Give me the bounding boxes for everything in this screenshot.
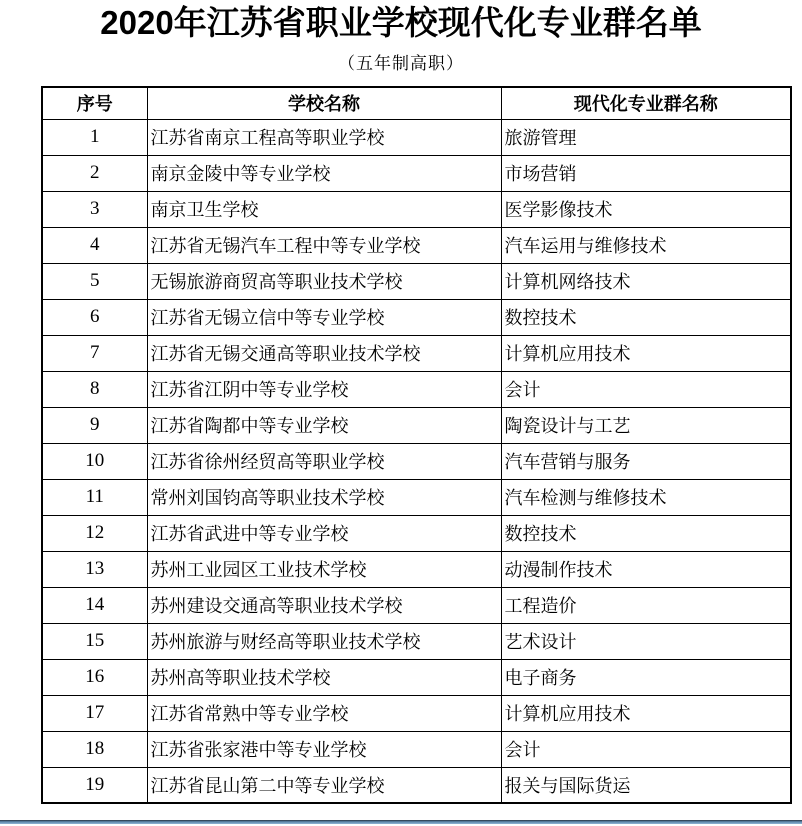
school-name-cell: 江苏省南京工程高等职业学校 [147, 119, 501, 155]
group-name-cell: 会计 [501, 371, 791, 407]
school-name-cell: 江苏省无锡汽车工程中等专业学校 [147, 227, 501, 263]
school-name-cell: 江苏省昆山第二中等专业学校 [147, 767, 501, 803]
table-row [42, 407, 791, 443]
group-name-cell: 市场营销 [501, 155, 791, 191]
table-row [42, 695, 791, 731]
school-name-cell: 苏州旅游与财经高等职业技术学校 [147, 623, 501, 659]
row-index-cell: 11 [42, 479, 147, 515]
row-index-cell: 19 [42, 767, 147, 803]
row-index-cell: 18 [42, 731, 147, 767]
row-index-cell: 16 [42, 659, 147, 695]
group-name-cell: 报关与国际货运 [501, 767, 791, 803]
table-row [42, 335, 791, 371]
group-name-cell: 计算机应用技术 [501, 335, 791, 371]
school-name-cell: 江苏省常熟中等专业学校 [147, 695, 501, 731]
group-name-cell: 计算机网络技术 [501, 263, 791, 299]
table-row [42, 659, 791, 695]
school-name-cell: 南京卫生学校 [147, 191, 501, 227]
table-row [42, 299, 791, 335]
row-index-cell: 2 [42, 155, 147, 191]
table-row [42, 155, 791, 191]
table-row [42, 479, 791, 515]
group-name-cell: 数控技术 [501, 515, 791, 551]
school-name-cell: 苏州建设交通高等职业技术学校 [147, 587, 501, 623]
table-row [42, 227, 791, 263]
school-name-cell: 江苏省江阴中等专业学校 [147, 371, 501, 407]
school-name-cell: 江苏省武进中等专业学校 [147, 515, 501, 551]
table-row [42, 263, 791, 299]
row-index-cell: 13 [42, 551, 147, 587]
group-name-cell: 汽车检测与维修技术 [501, 479, 791, 515]
group-name-cell: 工程造价 [501, 587, 791, 623]
row-index-cell: 14 [42, 587, 147, 623]
window-bottom-edge-line [0, 820, 802, 824]
row-index-cell: 10 [42, 443, 147, 479]
school-name-cell: 苏州高等职业技术学校 [147, 659, 501, 695]
row-index-cell: 5 [42, 263, 147, 299]
table-row [42, 767, 791, 803]
row-index-cell: 1 [42, 119, 147, 155]
column-header-index: 序号 [42, 87, 147, 119]
group-name-cell: 陶瓷设计与工艺 [501, 407, 791, 443]
table-row [42, 443, 791, 479]
column-header-school-name: 学校名称 [147, 87, 501, 119]
group-name-cell: 动漫制作技术 [501, 551, 791, 587]
school-name-cell: 江苏省无锡立信中等专业学校 [147, 299, 501, 335]
page-title: 2020年江苏省职业学校现代化专业群名单 [100, 4, 702, 41]
group-name-cell: 电子商务 [501, 659, 791, 695]
column-header-group-name: 现代化专业群名称 [501, 87, 791, 119]
row-index-cell: 3 [42, 191, 147, 227]
group-name-cell: 计算机应用技术 [501, 695, 791, 731]
row-index-cell: 15 [42, 623, 147, 659]
row-index-cell: 7 [42, 335, 147, 371]
school-name-cell: 江苏省无锡交通高等职业技术学校 [147, 335, 501, 371]
table-header-row [42, 87, 791, 119]
table-body [42, 119, 791, 803]
table-row [42, 587, 791, 623]
school-name-cell: 南京金陵中等专业学校 [147, 155, 501, 191]
table-row [42, 623, 791, 659]
page-subtitle: （五年制高职） [338, 54, 464, 73]
group-name-cell: 艺术设计 [501, 623, 791, 659]
school-name-cell: 常州刘国钧高等职业技术学校 [147, 479, 501, 515]
group-name-cell: 医学影像技术 [501, 191, 791, 227]
row-index-cell: 6 [42, 299, 147, 335]
school-name-cell: 江苏省张家港中等专业学校 [147, 731, 501, 767]
row-index-cell: 12 [42, 515, 147, 551]
school-name-cell: 苏州工业园区工业技术学校 [147, 551, 501, 587]
school-name-cell: 无锡旅游商贸高等职业技术学校 [147, 263, 501, 299]
table-row [42, 119, 791, 155]
table-row [42, 371, 791, 407]
specialty-group-table [41, 86, 792, 804]
group-name-cell: 旅游管理 [501, 119, 791, 155]
row-index-cell: 17 [42, 695, 147, 731]
table-row [42, 191, 791, 227]
school-name-cell: 江苏省陶都中等专业学校 [147, 407, 501, 443]
table-row [42, 551, 791, 587]
row-index-cell: 8 [42, 371, 147, 407]
row-index-cell: 4 [42, 227, 147, 263]
row-index-cell: 9 [42, 407, 147, 443]
group-name-cell: 汽车运用与维修技术 [501, 227, 791, 263]
table-row [42, 515, 791, 551]
group-name-cell: 汽车营销与服务 [501, 443, 791, 479]
group-name-cell: 会计 [501, 731, 791, 767]
school-name-cell: 江苏省徐州经贸高等职业学校 [147, 443, 501, 479]
group-name-cell: 数控技术 [501, 299, 791, 335]
table-row [42, 731, 791, 767]
